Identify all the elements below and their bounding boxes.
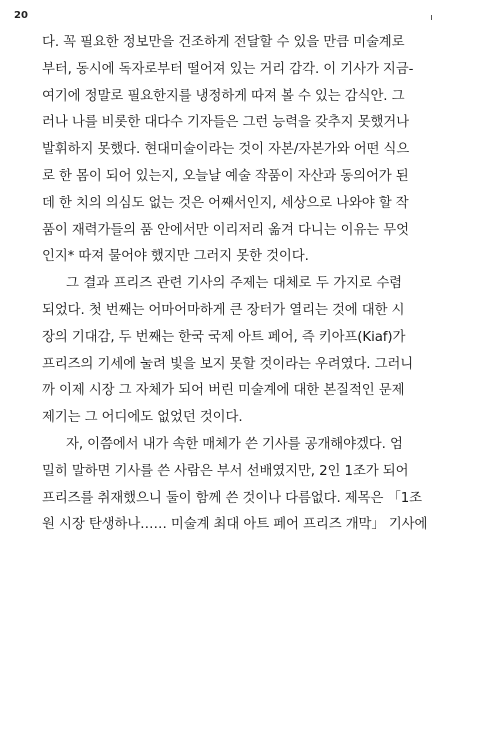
text-line: 로 한 몸이 되어 있는지, 오늘날 예술 작품이 자산과 동의어가 된: [42, 168, 409, 184]
text-line: 발휘하지 못했다. 현대미술이라는 것이 자본/자본가와 어떤 식으: [42, 142, 410, 158]
text-line: 그 결과 프리즈 관련 기사의 주제는 대체로 두 가지로 수렴: [66, 276, 402, 292]
text-line: 인지* 따져 물어야 했지만 그러지 못한 것이다.: [42, 249, 309, 265]
text-line: 까 이제 시장 그 자체가 되어 버린 미술계에 대한 본질적인 문제: [42, 383, 405, 399]
text-line: 자, 이쯤에서 내가 속한 매체가 쓴 기사를 공개해야겠다. 엄: [66, 436, 403, 452]
body-text: [42, 30, 428, 539]
text-line: 되었다. 첫 번째는 어마어마하게 큰 장터가 열리는 것에 대한 시: [42, 302, 405, 318]
text-line: 다. 꼭 필요한 정보만을 건조하게 전달할 수 있을 만큼 미술계로: [42, 35, 405, 50]
text-line: 부터, 동시에 독자로부터 떨어져 있는 거리 감각. 이 기사가 지금-: [42, 61, 414, 77]
text-line: 프리즈를 취재했으니 둘이 함께 쓴 것이나 다름없다. 제목은 「1조: [42, 490, 423, 506]
paragraph-3: [42, 432, 428, 539]
text-line: 데 한 치의 의심도 없는 것은 어째서인지, 세상으로 나와야 할 작: [42, 195, 409, 211]
text-line: 장의 기대감, 두 번째는 한국 국제 아트 페어, 즉 키아프(Kiaf)가: [42, 329, 406, 345]
text-line: 제기는 그 어디에도 없었던 것이다.: [42, 410, 243, 426]
page-number: 20: [14, 10, 28, 21]
text-line: 여기에 정말로 필요한지를 냉정하게 따져 볼 수 있는 감식안. 그: [42, 88, 405, 104]
paragraph-2: [42, 271, 414, 432]
text-line: 밀히 말하면 기사를 쓴 사람은 부서 선배였지만, 2인 1조가 되어: [42, 463, 409, 479]
paragraph-1: [42, 30, 414, 271]
text-line: 프리즈의 기세에 눌려 빛을 보지 못할 것이라는 우려였다. 그러니: [42, 356, 414, 372]
text-line: 러나 나를 비롯한 대다수 기자들은 그런 능력을 갖추지 못했거나: [42, 115, 409, 131]
text-line: 원 시장 탄생하나…… 미술계 최대 아트 페어 프리즈 개막」 기사에: [42, 517, 428, 533]
page-edge-mark: [431, 15, 432, 20]
text-line: 품이 재력가들의 품 안에서만 이리저리 옮겨 다니는 이유는 무엇: [42, 222, 409, 238]
